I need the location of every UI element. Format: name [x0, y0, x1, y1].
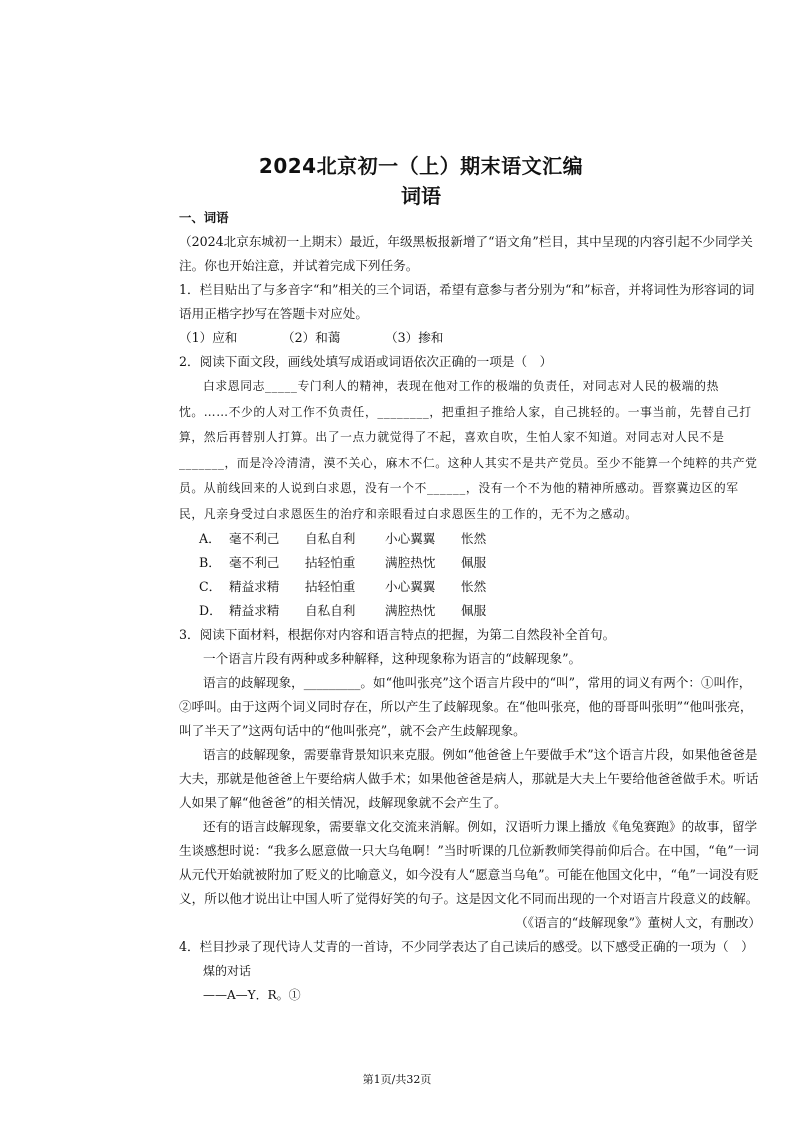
option-word: 满腔热忱 — [385, 555, 436, 570]
option-word: 拈轻怕重 — [305, 555, 356, 570]
option-label: D． — [199, 603, 222, 618]
option-label: A． — [199, 531, 221, 546]
question-1-item: （2）和蔼 — [282, 330, 341, 345]
option-word: 精益求精 — [229, 579, 280, 594]
question-3-paragraph: 语言的歧解现象，需要靠背景知识来克服。例如“他爸爸上午要做手术”这个语言片段，如果他爸爸是大夫，那就是他爸爸上午要给病人做手术；如果他爸爸是病人，那就是大夫上午要给他爸爸做手术。听话人如果了解“他爸爸”的相关情况，歧解现象就不会产生了。 — [179, 747, 759, 810]
poem-dedication: ——A—Y．R。① — [203, 988, 301, 1002]
option-word: 怅然 — [461, 531, 487, 546]
question-2-option-a — [179, 527, 761, 551]
question-1-items — [179, 326, 761, 350]
option-word: 小心翼翼 — [385, 531, 436, 546]
section-intro: （2024北京东城初一上期末）最近，年级黑板报新增了“语文角”栏目，其中呈现的内容引起不少同学关注。你也开始注意，并试着完成下列任务。 — [179, 234, 753, 273]
option-label: B． — [199, 555, 221, 570]
option-word: 佩服 — [461, 555, 487, 570]
question-3-paragraph: 一个语言片段有两种或多种解释，这种现象称为语言的“歧解现象”。 — [203, 651, 582, 666]
page-number: 第1页/共32页 — [362, 1073, 432, 1086]
question-2-option-c — [179, 575, 761, 599]
question-3-citation: （《语言的“歧解现象”》董树人文，有删改） — [515, 915, 761, 930]
question-3-text: 3．阅读下面材料，根据你对内容和语言特点的把握，为第二自然段补全首句。 — [179, 627, 616, 642]
option-word: 毫不利己 — [229, 531, 280, 546]
question-3-paragraph: 语言的歧解现象，_________。如“他叫张亮”这个语言片段中的“叫”，常用的词义有两个：①叫作，②呼叫。由于这两个词义同时存在，所以产生了歧解现象。在“他叫张亮，他的哥哥叫张明”“他叫张亮，叫了半天了”这两句话中的“他叫张亮”，就不会产生歧解现象。 — [179, 675, 753, 738]
question-2-passage: 白求恩同志_____专门利人的精神，表现在他对工作的极端的负责任，对同志对人民的极端的热忱。……不少的人对工作不负责任，________，把重担子推给人家，自己挑轻的。一事当前，先替自己打算，然后再替别人打算。出了一点力就觉得了不起，喜欢自吹，生怕人家不知道。对同志对人民不是_______，而是冷冷清清，漠不关心，麻木不仁。这种人其实不是共产党员。至少不能算一个纯粹的共产党员。从前线回来的人说到白求恩，没有一个不______，没有一个不为他的精神所感动。晋察冀边区的军民，凡亲身受过白求恩医生的治疗和亲眼看过白求恩医生的工作的，无不为之感动。 — [179, 379, 758, 521]
document-subtitle: 词语 — [401, 184, 441, 208]
question-3-paragraph: 还有的语言歧解现象，需要靠文化交流来消解。例如，汉语听力课上播放《龟兔赛跑》的故事，留学生谈感想时说：“我多么愿意做一只大乌龟啊！”当时听课的几位新教师笑得前仰后合。在中国，“龟”一词从元代开始就被附加了贬义的比喻意义，如今没有人“愿意当乌龟”。可能在他国文化中，“龟”一词没有贬义，所以他才说出让中国人听了觉得好笑的句子。这是因文化不同而出现的一个对语言片段意义的歧解。 — [179, 819, 759, 906]
option-word: 自私自利 — [305, 603, 356, 618]
option-word: 怅然 — [461, 579, 487, 594]
question-2-option-d — [179, 599, 761, 623]
document-title: 2024北京初一（上）期末语文汇编 — [258, 154, 584, 178]
option-word: 小心翼翼 — [385, 579, 436, 594]
option-word: 精益求精 — [229, 603, 280, 618]
document-body — [179, 206, 761, 1007]
question-1-item: （1）应和 — [179, 330, 238, 345]
question-1-item: （3）掺和 — [385, 330, 444, 345]
option-word: 满腔热忱 — [385, 603, 436, 618]
option-word: 毫不利己 — [229, 555, 280, 570]
option-word: 拈轻怕重 — [305, 579, 356, 594]
question-1-text: 1．栏目贴出了与多音字“和”相关的三个词语，希望有意参与者分别为“和”标音，并将词性为形容词的词语用正楷字抄写在答题卡对应处。 — [179, 282, 755, 321]
option-word: 佩服 — [461, 603, 487, 618]
option-label: C． — [199, 579, 222, 594]
section-heading: 一、词语 — [179, 210, 229, 225]
question-2-text: 2．阅读下面文段，画线处填写成语或词语依次正确的一项是（ ） — [179, 354, 553, 369]
question-4-text: 4．栏目抄录了现代诗人艾青的一首诗，不少同学表达了自己读后的感受。以下感受正确的一项为（ ） — [179, 939, 754, 954]
question-2-option-b — [179, 551, 761, 575]
option-word: 自私自利 — [305, 531, 356, 546]
poem-title: 煤的对话 — [203, 964, 252, 978]
